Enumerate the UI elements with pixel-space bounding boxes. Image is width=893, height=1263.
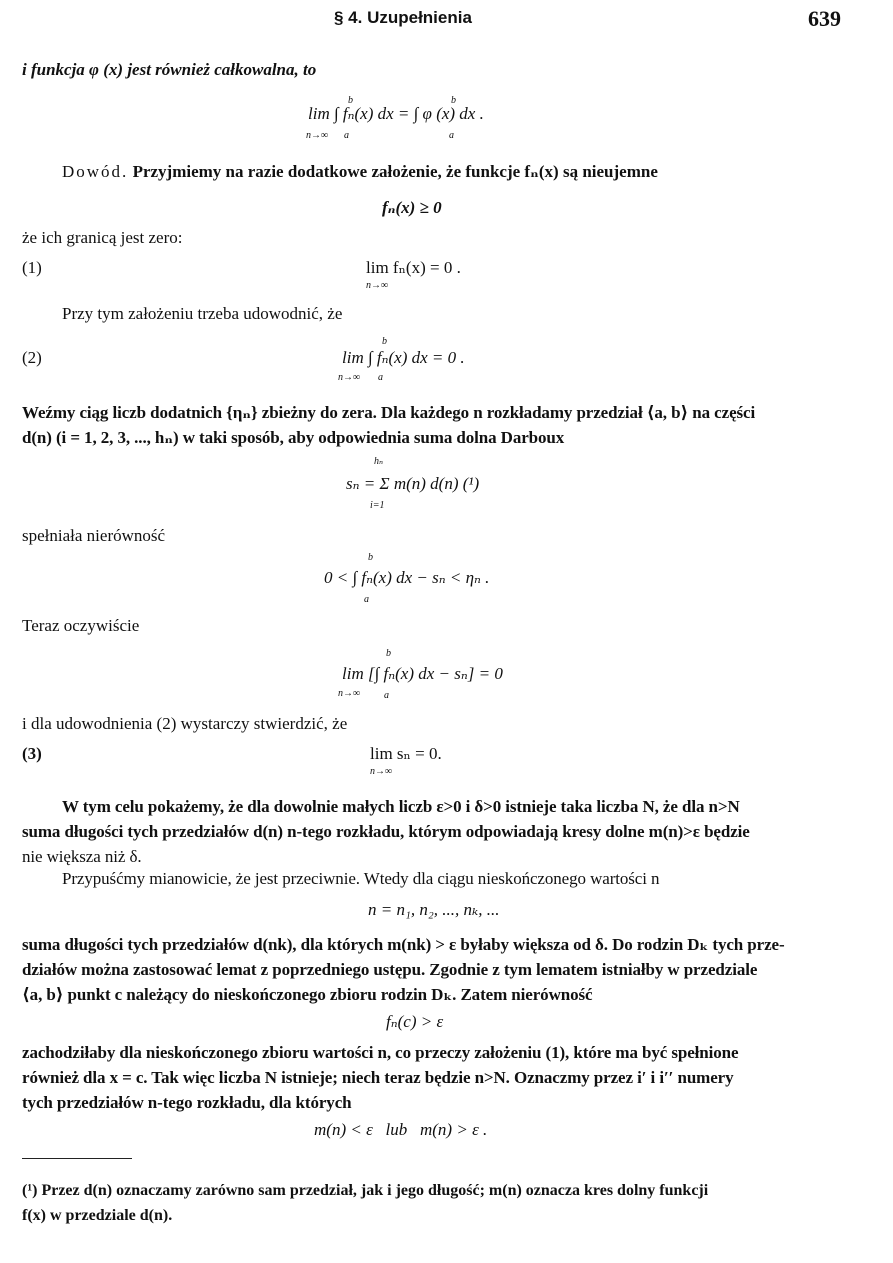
footnote	[22, 1178, 840, 1228]
paragraph-hold-line3: tych przedziałów n-tego rozkładu, dla których	[22, 1093, 352, 1112]
paragraph-suppose-text: Przypuśćmy mianowicie, że jest przeciwnie. Wtedy dla ciągu nieskończonego wartości n	[62, 869, 660, 888]
main-eq-int2-lower: a	[449, 130, 454, 141]
paragraph-sum-line3: ⟨a, b⟩ punkt c należący do nieskończonego zbioru rodzin Dₖ. Zatem nierówność	[22, 985, 593, 1004]
eq3-limit-sub: n→∞	[370, 766, 393, 777]
eq1-limit-sub: n→∞	[366, 280, 389, 291]
eq-sum-lower: i=1	[370, 500, 385, 511]
paragraph-sequence	[22, 400, 840, 450]
page-number: 639	[808, 6, 841, 31]
paragraph-suppose-line	[22, 866, 840, 891]
footnote-line2: f(x) w przedziale d(n).	[22, 1207, 173, 1224]
running-title: § 4. Uzupełnienia	[334, 8, 472, 27]
eq-sum-upper: hₙ	[374, 456, 384, 467]
intro-line: i funkcja φ (x) jest również całkowalna, to	[22, 60, 317, 79]
to-prove-line: i dla udowodnienia (2) wystarczy stwierdzić, że	[22, 714, 348, 733]
paragraph-sequence-line2: d(n) (i = 1, 2, 3, ..., hₙ) w taki sposób, aby odpowiednia suma dolna Darboux	[22, 428, 565, 447]
paragraph-suppose	[22, 866, 840, 891]
eq-nonneg: fₙ(x) ≥ 0	[382, 198, 442, 217]
paragraph-sum	[22, 932, 840, 1007]
eq2-int-upper: b	[382, 336, 387, 347]
eq2-int-lower: a	[378, 372, 383, 383]
eq-lim-diff: lim [∫ fₙ(x) dx − sₙ] = 0	[342, 664, 503, 683]
footnote-line1: (¹) Przez d(n) oznaczamy zarówno sam przedział, jak i jego długość; m(n) oznacza kres dolny funkcji	[22, 1182, 709, 1199]
paragraph-show-line1-text: W tym celu pokażemy, że dla dowolnie małych liczb ε>0 i δ>0 istnieje taka liczba N, że dla n>N	[62, 797, 740, 816]
proof-lead: Dowód.	[62, 162, 129, 181]
eq-last: m(n) < ε lub m(n) > ε .	[314, 1120, 488, 1139]
paragraph-sum-line1: suma długości tych przedziałów d(nk), dla których m(nk) > ε byłaby większa od δ. Do rodzin Dₖ tych prze-	[22, 935, 785, 954]
eq2-label: (2)	[22, 348, 42, 367]
paragraph-hold-line2: również dla x = c. Tak więc liczba N istnieje; niech teraz będzie n>N. Oznaczmy przez i′ i i′′ numery	[22, 1068, 734, 1087]
main-equation-text: lim ∫ fₙ(x) dx = ∫ φ (x) dx .	[308, 104, 484, 123]
paragraph-show-line3: nie większa niż δ.	[22, 847, 142, 866]
eq-lim-diff-sub: n→∞	[338, 688, 361, 699]
eq3: lim sₙ = 0.	[370, 744, 442, 763]
under-this-assumption: Przy tym założeniu trzeba udowodnić, że	[62, 304, 343, 323]
main-eq-limit-sub: n→∞	[306, 130, 329, 141]
eq2: lim ∫ fₙ(x) dx = 0 .	[342, 348, 465, 367]
paragraph-sum-line2: działów można zastosować lemat z poprzedniego ustępu. Zgodnie z tym lematem istniałby w przedziale	[22, 960, 758, 979]
main-equation	[308, 104, 484, 124]
eq-ineq-int-lower: a	[364, 594, 369, 605]
paragraph-hold-line1: zachodziłaby dla nieskończonego zbioru wartości n, co przeczy założeniu (1), które ma być spełnione	[22, 1043, 739, 1062]
proof-line	[62, 162, 658, 182]
eq1-label: (1)	[22, 258, 42, 277]
paragraph-show	[22, 794, 840, 869]
eq-lim-diff-lower: a	[384, 690, 389, 701]
eq2-limit-sub: n→∞	[338, 372, 361, 383]
satisfied-label: spełniała nierówność	[22, 526, 166, 545]
eq-lim-diff-upper: b	[386, 648, 391, 659]
paragraph-sequence-line1: Weźmy ciąg liczb dodatnich {ηₙ} zbieżny do zera. Dla każdego n rozkładamy przedział ⟨a, b⟩ na części	[22, 403, 756, 422]
eq-darboux-sum: sₙ = Σ m(n) d(n) (¹)	[346, 474, 480, 493]
paragraph-show-line1	[22, 794, 840, 819]
paragraph-show-line2: suma długości tych przedziałów d(n) n-tego rozkładu, którym odpowiadają kresy dolne m(n)>ε będzie	[22, 822, 750, 841]
main-eq-int1-lower: a	[344, 130, 349, 141]
eq-ineq-int-upper: b	[368, 552, 373, 563]
eq3-label: (3)	[22, 744, 42, 763]
proof-text: Przyjmiemy na razie dodatkowe założenie, że funkcje fₙ(x) są nieujemne	[132, 162, 658, 181]
eq-sequence: n = n₁, n₂, ..., nₖ, ...	[368, 900, 500, 919]
eq-fc: fₙ(c) > ε	[386, 1012, 444, 1031]
main-eq-int2-upper: b	[451, 95, 456, 106]
eq-inequality: 0 < ∫ fₙ(x) dx − sₙ < ηₙ .	[324, 568, 490, 587]
main-eq-int1-upper: b	[348, 95, 353, 106]
footnote-rule	[22, 1158, 132, 1159]
now-obviously: Teraz oczywiście	[22, 616, 140, 635]
paragraph-hold	[22, 1040, 840, 1115]
eq1: lim fₙ(x) = 0 .	[366, 258, 461, 277]
limit-zero-intro: że ich granicą jest zero:	[22, 228, 183, 247]
